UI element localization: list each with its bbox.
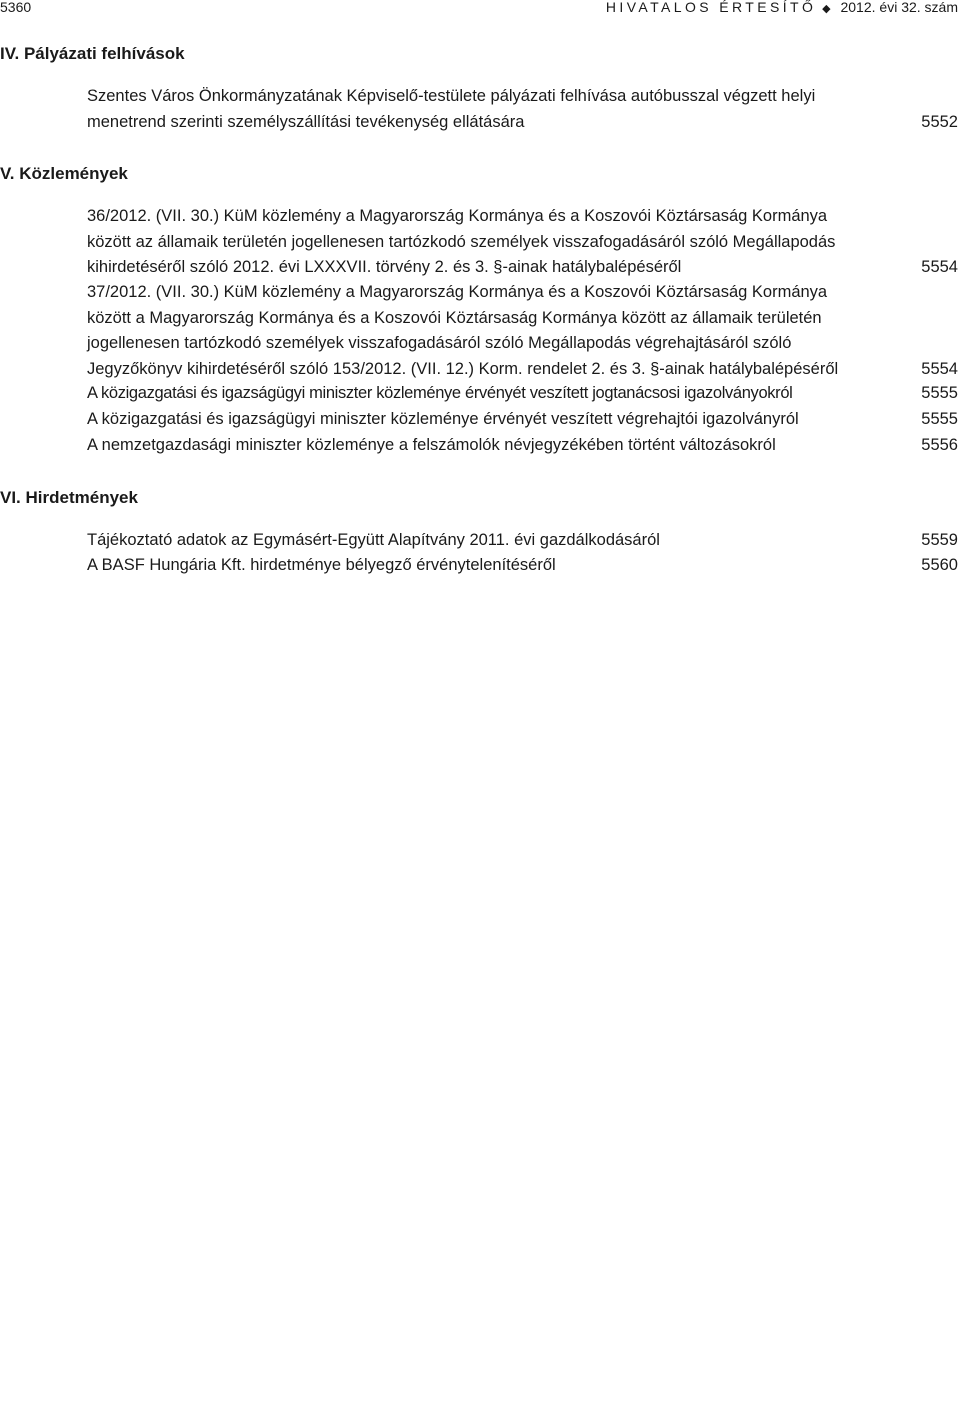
entry-line: jogellenesen tartózkodó személyek visszafogadásáról szóló Megállapodás végrehajtásáról szóló <box>87 334 792 352</box>
entry-line: A nemzetgazdasági miniszter közleménye a felszámolók névjegyzékében történt változásokról <box>87 436 776 454</box>
entry-line: 37/2012. (VII. 30.) KüM közlemény a Magyarország Kormánya és a Koszovói Köztársaság Kormánya <box>87 283 828 301</box>
toc-entry[interactable] <box>87 528 867 554</box>
page-number: 5360 <box>0 0 32 15</box>
toc-entry[interactable] <box>87 204 867 281</box>
journal-title: HIVATALOS ÉRTESÍTŐ <box>605 0 817 15</box>
page-ref: 5559 <box>921 531 958 549</box>
toc-entry[interactable] <box>87 433 867 459</box>
entry-line: A közigazgatási és igazságügyi miniszter közleménye érvényét veszített végrehajtói igazolványról <box>87 410 799 428</box>
section-title-vi: VI. Hirdetmények <box>0 488 138 507</box>
toc-entry[interactable] <box>87 84 867 135</box>
issue-label: 2012. évi 32. szám <box>840 0 958 15</box>
page-ref: 5555 <box>921 410 958 428</box>
entry-line: 36/2012. (VII. 30.) KüM közlemény a Magyarország Kormánya és a Koszovói Köztársaság Kormánya <box>87 207 828 225</box>
page-ref: 5555 <box>921 384 958 402</box>
entry-line: között az államaik területén jogellenesen tartózkodó személyek visszafogadásáról szóló Megállapodás <box>87 232 836 251</box>
entry-line: Tájékoztató adatok az Egymásért-Együtt Alapítvány 2011. évi gazdálkodásáról <box>87 531 660 549</box>
page-ref: 5552 <box>921 112 958 131</box>
page-ref: 5554 <box>921 359 958 378</box>
running-header <box>0 0 960 14</box>
toc-entry[interactable] <box>87 280 867 382</box>
page-ref: 5560 <box>921 556 958 574</box>
entry-line: A BASF Hungária Kft. hirdetménye bélyegző érvénytelenítéséről <box>87 556 556 574</box>
entry-line: Jegyzőkönyv kihirdetéséről szóló 153/2012. (VII. 12.) Korm. rendelet 2. és 3. §-ainak hatálybalépéséről <box>87 359 839 378</box>
entry-line: Szentes Város Önkormányzatának Képviselő-testülete pályázati felhívása autóbusszal végzett helyi <box>87 87 816 105</box>
toc-entry[interactable] <box>87 407 867 433</box>
journal-info <box>606 0 958 16</box>
entry-line: között a Magyarország Kormánya és a Koszovói Köztársaság Kormánya között az államaik területén <box>87 308 822 327</box>
toc-entry[interactable] <box>87 553 867 579</box>
toc-entry[interactable] <box>87 381 867 407</box>
section-title-iv: IV. Pályázati felhívások <box>0 44 185 63</box>
page-ref: 5556 <box>921 436 958 454</box>
entry-line: kihirdetéséről szóló 2012. évi LXXXVII. törvény 2. és 3. §-ainak hatálybalépéséről <box>87 258 682 276</box>
section-title-v: V. Közlemények <box>0 164 128 183</box>
entry-line: menetrend szerinti személyszállítási tevékenység ellátására <box>87 112 525 131</box>
diamond-icon: ◆ <box>822 3 831 15</box>
page-ref: 5554 <box>921 258 958 276</box>
entry-line: A közigazgatási és igazságügyi miniszter közleménye érvényét veszített jogtanácsosi igazolványokról <box>87 384 793 402</box>
